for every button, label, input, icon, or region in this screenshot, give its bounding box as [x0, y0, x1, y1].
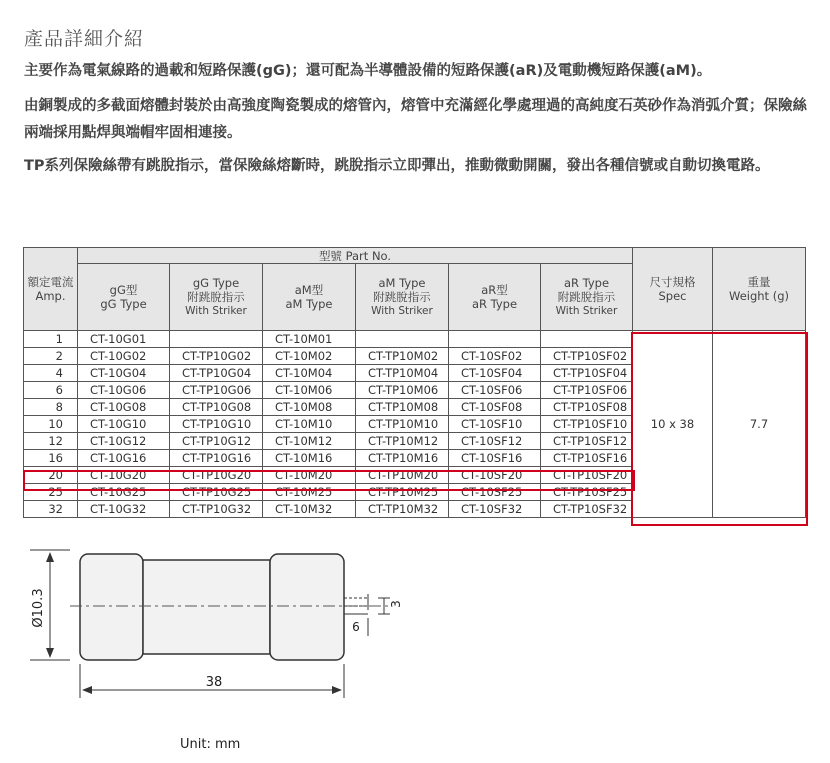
part-number-cell: CT-TP10G25	[170, 484, 263, 501]
part-number-cell: CT-10G04	[78, 365, 170, 382]
header-spec: 尺寸規格 Spec	[633, 248, 713, 331]
part-number-cell: CT-TP10M20	[356, 467, 449, 484]
fuse-dimension-drawing	[0, 540, 420, 730]
header-weight: 重量 Weight (g)	[713, 248, 806, 331]
amp-cell: 6	[24, 382, 78, 399]
description-paragraph-1: 主要作為電氣線路的過載和短路保護(gG)；還可配為半導體設備的短路保護(aR)及電動機短路保護(aM)。	[24, 63, 712, 79]
amp-cell: 2	[24, 348, 78, 365]
part-number-cell	[449, 331, 541, 348]
unit-label: Unit: mm	[180, 737, 241, 752]
part-number-cell: CT-TP10M12	[356, 433, 449, 450]
diameter-label: Ø10.3	[31, 588, 46, 628]
page-title: 產品詳細介紹	[24, 28, 145, 50]
part-number-cell: CT-10M32	[263, 501, 356, 518]
amp-cell: 25	[24, 484, 78, 501]
part-number-cell: CT-TP10SF25	[541, 484, 633, 501]
striker-width-label: 6	[352, 620, 360, 634]
part-number-cell: CT-TP10M08	[356, 399, 449, 416]
part-number-cell: CT-10M02	[263, 348, 356, 365]
description-paragraph-2: 由銅製成的多截面熔體封裝於由高強度陶瓷製成的熔管內，熔管中充滿經化學處理過的高純度石英砂作為消弧介質；保險絲兩端採用點焊與端帽牢固相連接。	[24, 98, 807, 141]
part-number-cell: CT-10SF08	[449, 399, 541, 416]
part-number-cell: CT-TP10SF02	[541, 348, 633, 365]
header-am-type: aM型 aM Type	[263, 264, 356, 331]
amp-cell: 4	[24, 365, 78, 382]
amp-cell: 20	[24, 467, 78, 484]
part-number-cell: CT-10SF32	[449, 501, 541, 518]
part-number-cell: CT-TP10M10	[356, 416, 449, 433]
part-number-cell: CT-10G08	[78, 399, 170, 416]
part-number-cell: CT-TP10G06	[170, 382, 263, 399]
length-label: 38	[205, 675, 223, 690]
part-number-cell: CT-10SF06	[449, 382, 541, 399]
part-number-cell: CT-10M16	[263, 450, 356, 467]
part-number-cell: CT-10M04	[263, 365, 356, 382]
header-am-striker: aM Type 附跳脫指示 With Striker	[356, 264, 449, 331]
part-number-cell: CT-10G32	[78, 501, 170, 518]
fuse-end-cap-right	[270, 554, 344, 660]
part-number-cell: CT-10G06	[78, 382, 170, 399]
part-number-cell: CT-10M20	[263, 467, 356, 484]
part-number-cell: CT-TP10SF08	[541, 399, 633, 416]
part-number-cell: CT-TP10SF10	[541, 416, 633, 433]
part-number-cell: CT-TP10SF16	[541, 450, 633, 467]
fuse-ceramic-body	[143, 560, 270, 654]
highlight-spec-weight	[631, 332, 808, 526]
part-number-cell: CT-TP10G12	[170, 433, 263, 450]
part-number-cell: CT-10SF20	[449, 467, 541, 484]
part-number-cell	[356, 331, 449, 348]
spec-value-cell: 10 x 38	[633, 331, 713, 518]
part-number-cell: CT-10M25	[263, 484, 356, 501]
amp-cell: 32	[24, 501, 78, 518]
part-number-cell: CT-10SF16	[449, 450, 541, 467]
part-number-cell: CT-TP10SF04	[541, 365, 633, 382]
weight-value-cell: 7.7	[713, 331, 806, 518]
description-paragraph-3: TP系列保險絲帶有跳脫指示，當保險絲熔斷時，跳脫指示立即彈出，推動微動開關，發出各種信號或自動切換電路。	[24, 158, 770, 174]
part-number-cell: CT-TP10G20	[170, 467, 263, 484]
amp-cell: 8	[24, 399, 78, 416]
part-number-cell: CT-TP10SF12	[541, 433, 633, 450]
part-number-cell: CT-TP10SF32	[541, 501, 633, 518]
amp-cell: 16	[24, 450, 78, 467]
part-number-cell: CT-10G20	[78, 467, 170, 484]
part-number-cell: CT-10SF04	[449, 365, 541, 382]
part-number-cell: CT-TP10M32	[356, 501, 449, 518]
part-number-cell: CT-10M01	[263, 331, 356, 348]
part-number-cell: CT-10M06	[263, 382, 356, 399]
header-gg-striker: gG Type 附跳脫指示 With Striker	[170, 264, 263, 331]
part-number-cell: CT-10SF02	[449, 348, 541, 365]
header-amp: 額定電流 Amp.	[24, 248, 78, 331]
part-number-cell: CT-10G12	[78, 433, 170, 450]
part-number-cell: CT-10SF25	[449, 484, 541, 501]
part-number-cell: CT-TP10G16	[170, 450, 263, 467]
highlight-row-20a	[23, 470, 635, 491]
part-number-cell: CT-10M08	[263, 399, 356, 416]
part-number-cell: CT-TP10M06	[356, 382, 449, 399]
part-number-cell: CT-10G02	[78, 348, 170, 365]
part-number-cell: CT-10SF10	[449, 416, 541, 433]
fuse-end-cap-left	[80, 554, 143, 660]
part-number-cell: CT-TP10M16	[356, 450, 449, 467]
part-number-cell: CT-10G01	[78, 331, 170, 348]
part-number-cell: CT-TP10G32	[170, 501, 263, 518]
part-number-cell: CT-TP10M02	[356, 348, 449, 365]
part-number-cell: CT-TP10G08	[170, 399, 263, 416]
header-part-no: 型號 Part No.	[78, 248, 633, 264]
header-ar-type: aR型 aR Type	[449, 264, 541, 331]
part-number-cell: CT-TP10G04	[170, 365, 263, 382]
amp-cell: 1	[24, 331, 78, 348]
part-number-cell: CT-10M12	[263, 433, 356, 450]
part-number-cell: CT-TP10M25	[356, 484, 449, 501]
part-number-cell: CT-TP10M04	[356, 365, 449, 382]
part-number-cell: CT-TP10G02	[170, 348, 263, 365]
striker-height-label: 3	[389, 600, 403, 608]
part-number-cell: CT-TP10SF20	[541, 467, 633, 484]
part-number-cell: CT-10G25	[78, 484, 170, 501]
part-number-cell: CT-10M10	[263, 416, 356, 433]
header-gg-type: gG型 gG Type	[78, 264, 170, 331]
part-number-cell	[170, 331, 263, 348]
amp-cell: 12	[24, 433, 78, 450]
part-number-cell: CT-10SF12	[449, 433, 541, 450]
part-number-cell	[541, 331, 633, 348]
part-number-cell: CT-TP10SF06	[541, 382, 633, 399]
part-number-cell: CT-10G16	[78, 450, 170, 467]
header-ar-striker: aR Type 附跳脫指示 With Striker	[541, 264, 633, 331]
part-number-cell: CT-TP10G10	[170, 416, 263, 433]
amp-cell: 10	[24, 416, 78, 433]
part-number-cell: CT-10G10	[78, 416, 170, 433]
